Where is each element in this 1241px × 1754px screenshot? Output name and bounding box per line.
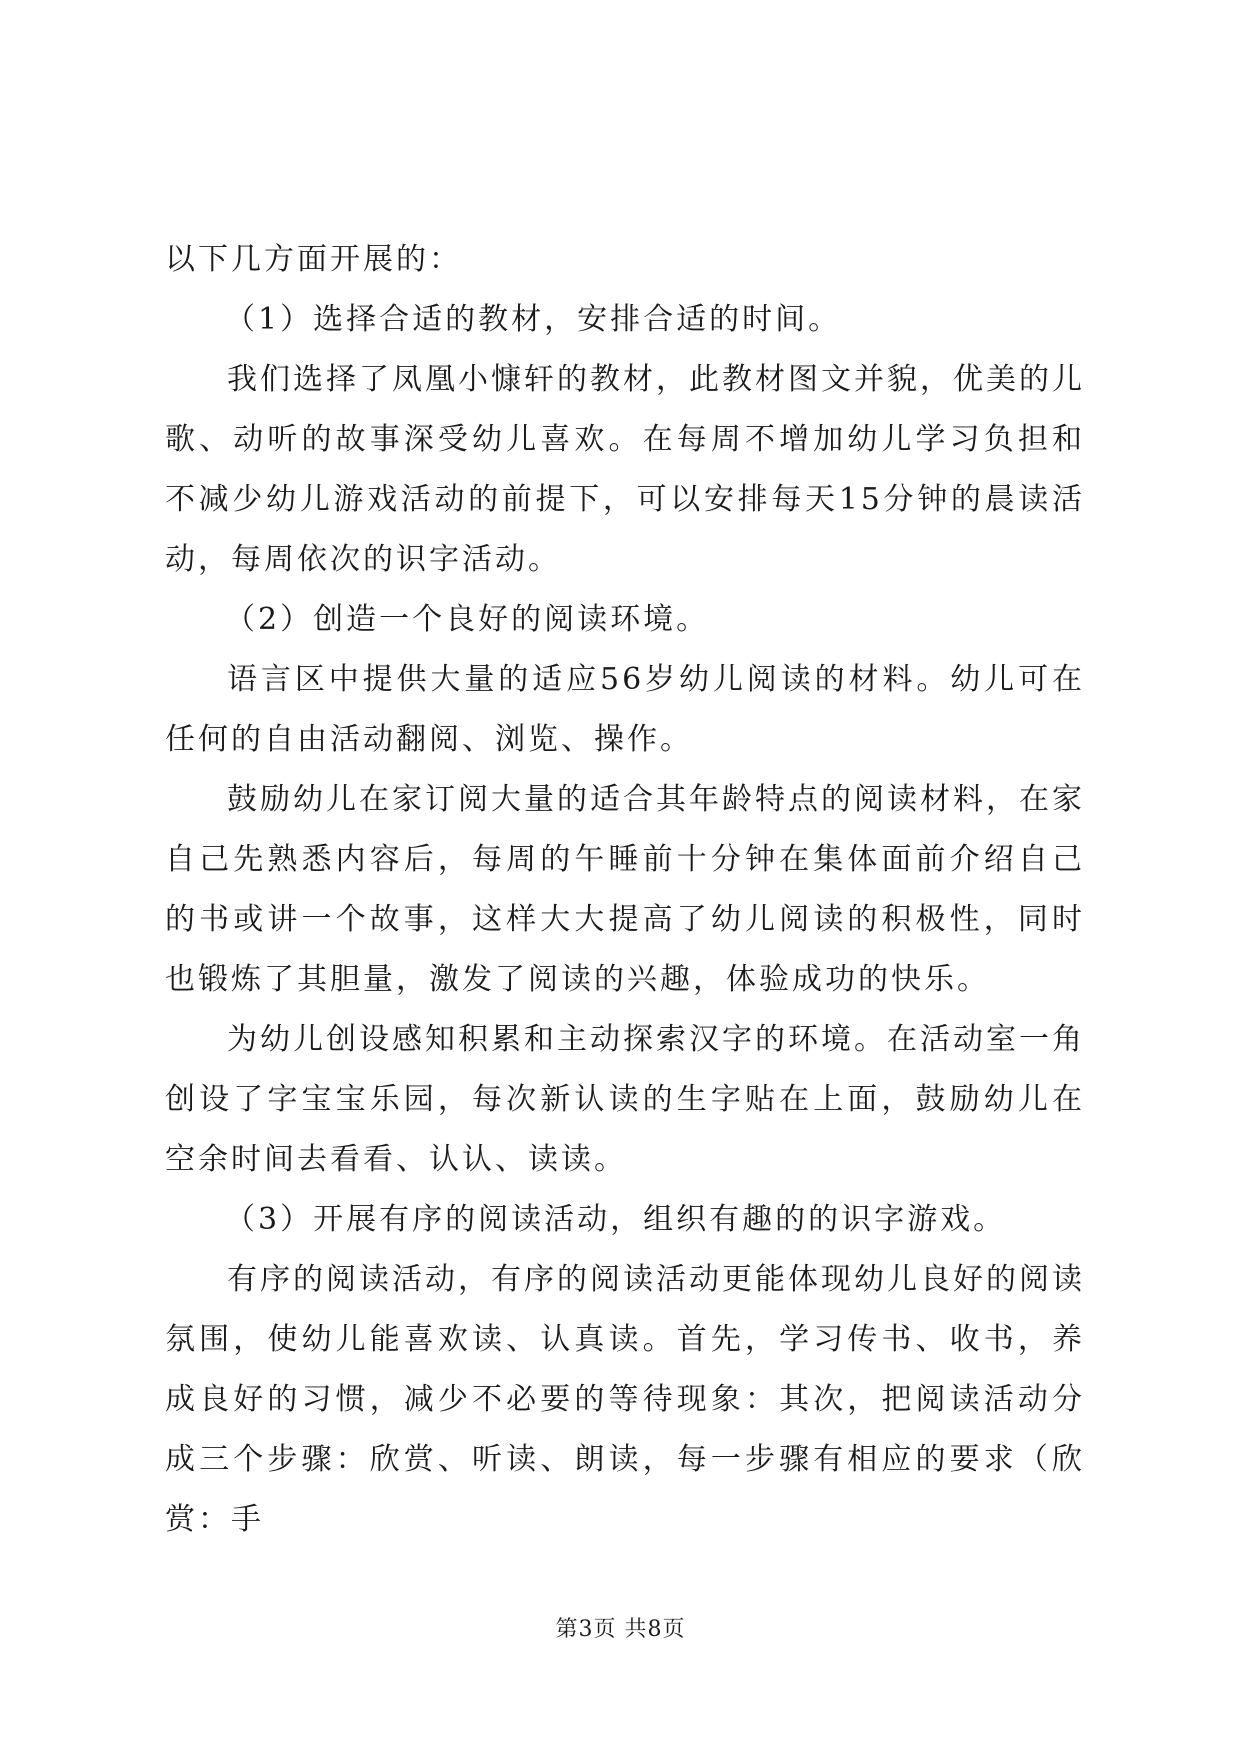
paragraph-home-reading: 鼓励幼儿在家订阅大量的适合其年龄特点的阅读材料，在家自己先熟悉内容后，每周的午睡前十分钟在集体面前介绍自己的书或讲一个故事，这样大大提高了幼儿阅读的积极性，同时也锻炼了其胆量，激发了阅读的兴趣，体验成功的快乐。 (165, 782, 1085, 997)
paragraph-intro: 以下几方面开展的： (165, 242, 462, 277)
paragraph-materials: 我们选择了凤凰小慷轩的教材，此教材图文并貌，优美的儿歌、动听的故事深受幼儿喜欢。在每周不增加幼儿学习负担和不减少幼儿游戏活动的前提下，可以安排每天15分钟的晨读活动，每周依次的识字活动。 (165, 362, 1085, 577)
paragraph-ordered-reading: 有序的阅读活动，有序的阅读活动更能体现幼儿良好的阅读氛围，使幼儿能喜欢读、认真读。首先，学习传书、收书，养成良好的习惯，减少不必要的等待现象：其次，把阅读活动分成三个步骤：欣赏、听读、朗读，每一步骤有相应的要求（欣赏：手 (165, 1262, 1085, 1537)
section-heading-1: （1）选择合适的教材，安排合适的时间。 (225, 302, 842, 337)
section-heading-2: （2）创造一个良好的阅读环境。 (225, 602, 710, 637)
document-body (165, 230, 1085, 1550)
section-heading-3: （3）开展有序的阅读活动，组织有趣的的识字游戏。 (225, 1202, 1007, 1237)
paragraph-character-environment: 为幼儿创设感知积累和主动探索汉字的环境。在活动室一角创设了字宝宝乐园，每次新认读的生字贴在上面，鼓励幼儿在空余时间去看看、认认、读读。 (165, 1022, 1085, 1177)
page-number-footer: 第3页 共8页 (555, 1617, 686, 1642)
paragraph-language-area: 语言区中提供大量的适应56岁幼儿阅读的材料。幼儿可在任何的自由活动翻阅、浏览、操作。 (165, 662, 1085, 757)
